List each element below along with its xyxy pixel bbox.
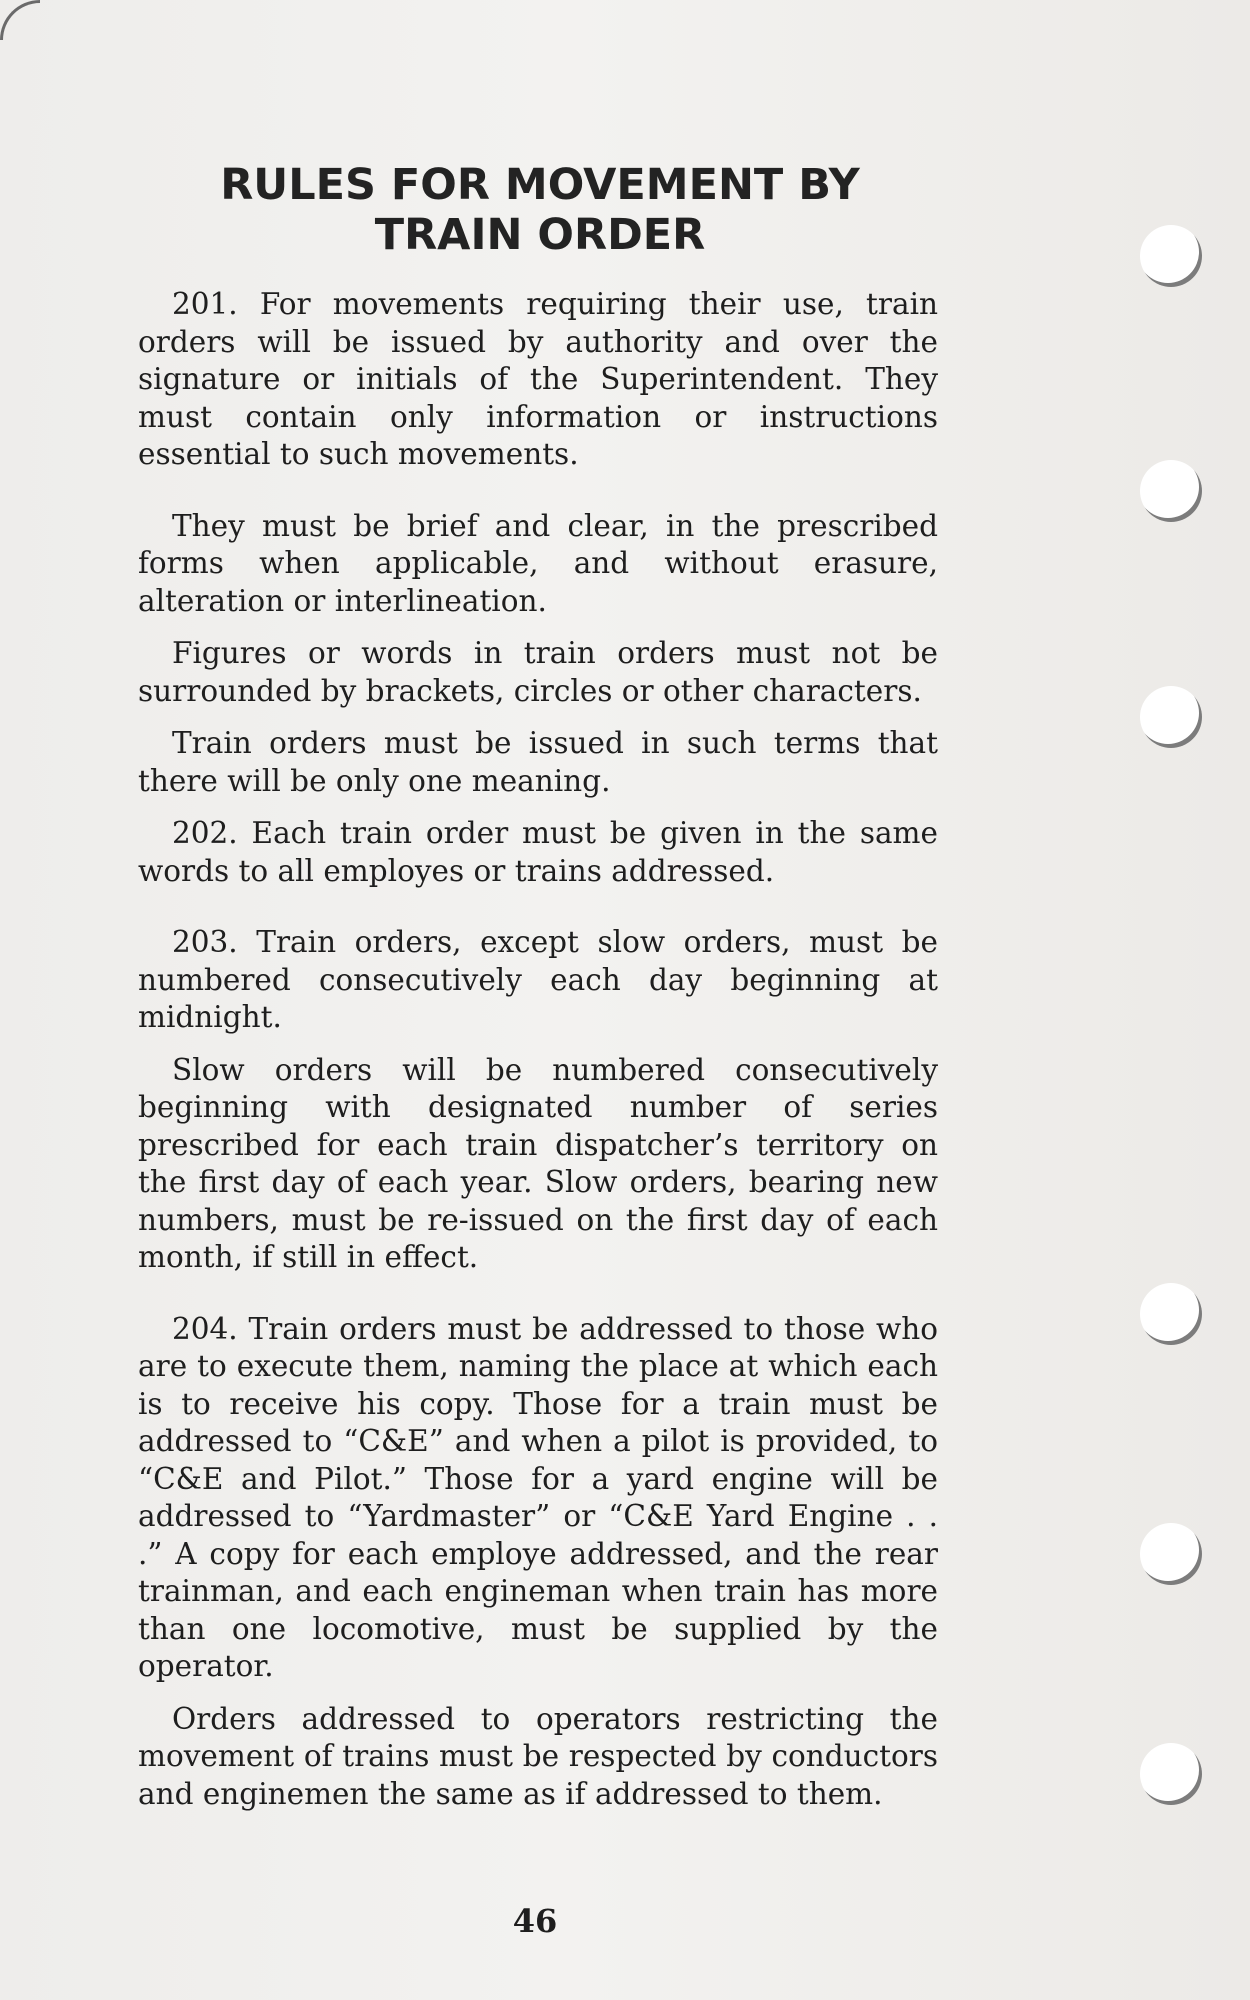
binder-hole xyxy=(1140,1523,1202,1585)
binder-hole xyxy=(1140,1283,1202,1345)
paragraph: Slow orders will be numbered consecutively beginning with designated number of series prescribed for each train dispatcher’s territory on the first day of each year. Slow orders, bearing new numbers, must be re-issued on the first day of each month, if still in effect. xyxy=(138,1052,938,1274)
paragraph: Figures or words in train orders must not be surrounded by brackets, circles or other characters. xyxy=(138,636,938,708)
paragraph-rule-202: 202. Each train order must be given in the same words to all employes or trains addressed. xyxy=(138,816,938,888)
paragraph-rule-203: 203. Train orders, except slow orders, must be numbered consecutively each day beginning at midnight. xyxy=(138,925,938,1034)
paragraph: Train orders must be issued in such terms that there will be only one meaning. xyxy=(138,726,938,798)
page-number: 46 xyxy=(512,1902,558,1940)
binder-hole xyxy=(1140,225,1202,287)
binder-hole xyxy=(1140,686,1202,748)
paragraph: They must be brief and clear, in the prescribed forms when applicable, and without erasure, alteration or interlineation. xyxy=(138,508,938,618)
paragraph: Orders addressed to operators restricting the movement of trains must be respected by conductors and enginemen the same as if addressed to them. xyxy=(138,1701,938,1811)
paragraph-rule-204: 204. Train orders must be addressed to those who are to execute them, naming the place at which each is to receive his copy. Those for a train must be addressed to “C&E” and when a pilot is provided, to “C&E and Pilot.” Those for a yard engine will be addressed to “Yardmaster” or “C&E Yard Engine . . .” A copy for each employe addressed, and the rear trainman, and each engineman when train has more than one locomotive, must be supplied by the operator. xyxy=(138,1311,938,1683)
page-title: RULES FOR MOVEMENT BY TRAIN ORDER xyxy=(220,160,860,260)
page-corner xyxy=(0,0,40,40)
binder-hole xyxy=(1140,460,1202,522)
rules-text xyxy=(138,286,938,1828)
paragraph-rule-201: 201. For movements requiring their use, train orders will be issued by authority and over the signature or initials of the Superintendent. They must contain only information or instructions essential to such movements. xyxy=(138,287,938,471)
binder-hole xyxy=(1140,1743,1202,1805)
